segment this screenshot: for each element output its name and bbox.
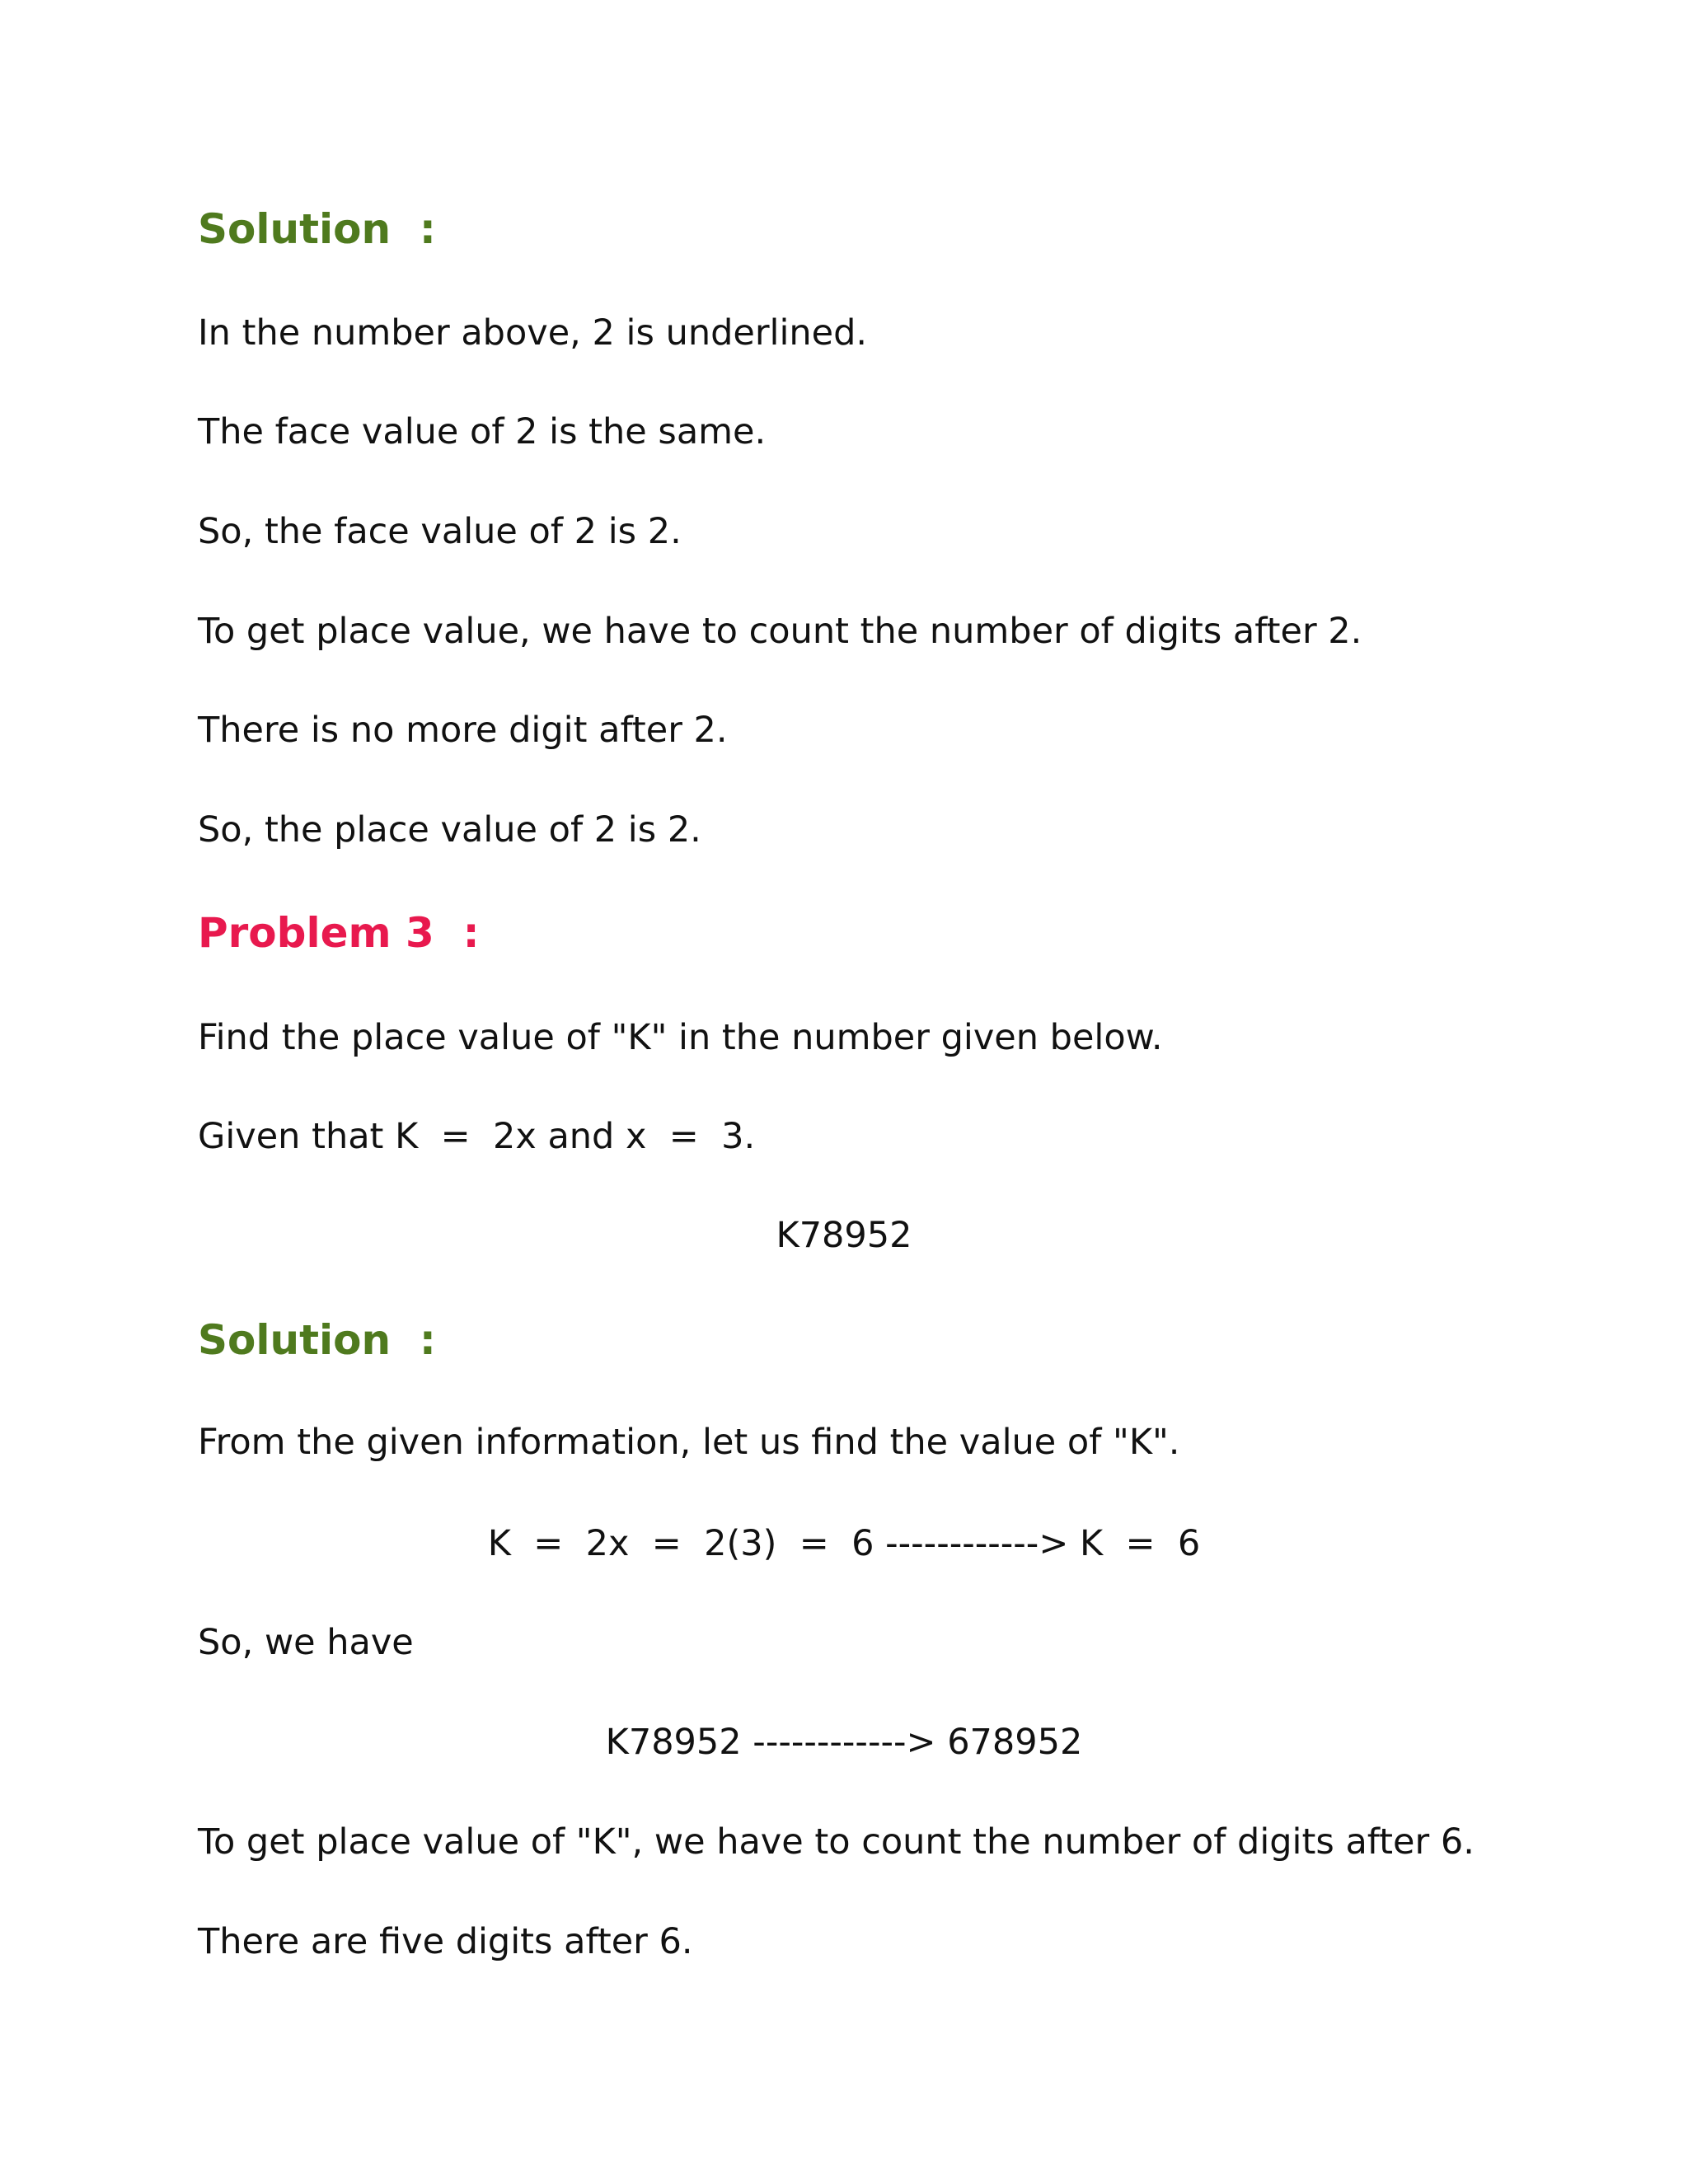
solution-2-equation: K = 2x = 2(3) = 6 ------------> K = 6 [487,1523,1201,1564]
solution-heading-2: Solution : [198,1316,436,1364]
solution-1-line-no-more-digit: There is no more digit after 2. [198,710,728,751]
solution-2-intro: From the given information, let us find the value of "K". [198,1422,1180,1463]
solution-1-line-underlined: In the number above, 2 is underlined. [198,312,868,354]
problem-3-number: K78952 [776,1215,912,1256]
problem-3-heading: Problem 3 : [198,909,480,957]
solution-1-line-place-value: So, the place value of 2 is 2. [198,809,701,851]
problem-3-given: Given that K = 2x and x = 3. [198,1116,756,1157]
problem-3-statement: Find the place value of "K" in the number given below. [198,1017,1163,1058]
solution-1-line-face-same: The face value of 2 is the same. [198,411,767,452]
solution-2-so-we-have: So, we have [198,1622,414,1663]
solution-2-substitution: K78952 ------------> 678952 [605,1722,1083,1763]
solution-1-line-face-value: So, the face value of 2 is 2. [198,511,682,552]
solution-2-digits-after: There are five digits after 6. [198,1921,693,1962]
solution-2-count-line: To get place value of "K", we have to count the number of digits after 6. [198,1821,1475,1863]
solution-1-line-count-digits: To get place value, we have to count the number of digits after 2. [198,611,1362,652]
solution-heading-1: Solution : [198,205,436,253]
